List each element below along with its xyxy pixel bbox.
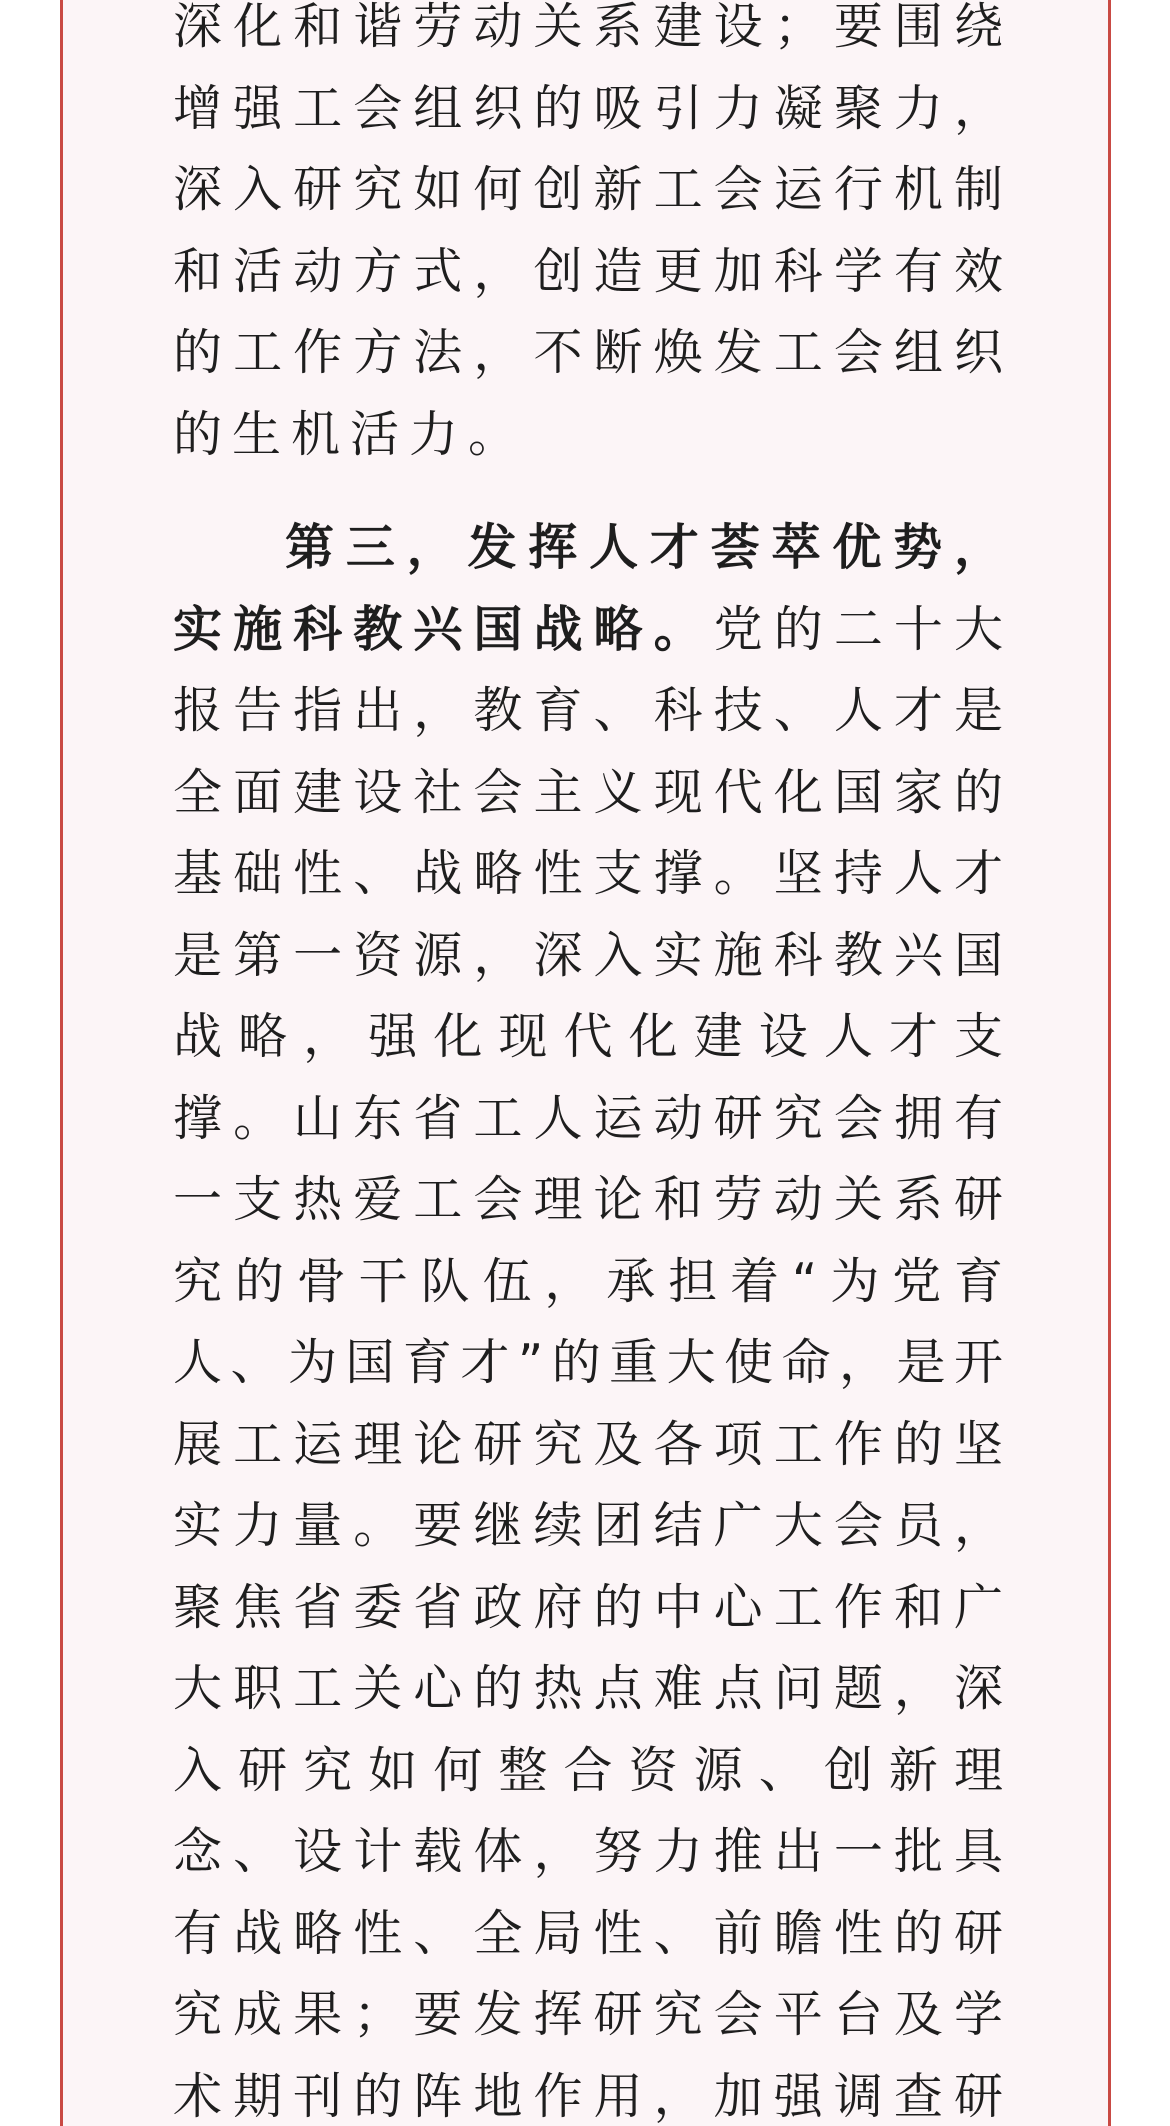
text-line: 一支热爱工会理论和劳动关系研 — [173, 1171, 1003, 1228]
text-line: 基础性、战略性支撑。坚持人才 — [173, 845, 1003, 902]
text-segment: 党的二十大 — [713, 600, 1003, 658]
section-heading: 第三，发挥人才荟萃优势， — [285, 519, 1003, 576]
text-line: 大职工关心的热点难点问题，深 — [173, 1660, 1003, 1717]
paragraph-gap — [173, 475, 1003, 507]
paragraph-2 — [173, 507, 1003, 2126]
text-line: 深化和谐劳动关系建设；要围绕 — [173, 0, 1003, 55]
text-line: 撑。山东省工人运动研究会拥有 — [173, 1089, 1003, 1147]
paragraph-1 — [173, 0, 1003, 475]
text-line: 报告指出，教育、科技、人才是 — [173, 682, 1003, 739]
text-line: 究成果；要发挥研究会平台及学 — [173, 1986, 1003, 2043]
text-line — [173, 589, 1003, 671]
text-line: 术期刊的阵地作用，加强调查研 — [173, 2067, 1003, 2125]
text-line: 的生机活力。 — [173, 405, 528, 463]
article-body — [173, 0, 1003, 2126]
text-line: 聚焦省委省政府的中心工作和广 — [173, 1578, 1003, 1636]
text-line: 念、设计载体，努力推出一批具 — [173, 1823, 1003, 1880]
text-line: 和活动方式，创造更加科学有效 — [173, 242, 1003, 300]
text-line: 有战略性、全局性、前瞻性的研 — [173, 1904, 1003, 1962]
text-line: 增强工会组织的吸引力凝聚力， — [173, 79, 1003, 137]
text-line: 入研究如何整合资源、创新理 — [173, 1741, 1003, 1799]
text-line: 人、为国育才”的重大使命，是开 — [173, 1334, 1003, 1391]
text-line: 全面建设社会主义现代化国家的 — [173, 763, 1003, 821]
text-line: 的工作方法，不断焕发工会组织 — [173, 324, 1003, 381]
text-line: 究的骨干队伍，承担着“为党育 — [173, 1252, 1003, 1310]
section-heading-continued: 实施科教兴国战略。 — [173, 600, 714, 658]
text-line: 深入研究如何创新工会运行机制 — [173, 161, 1003, 218]
text-line: 是第一资源，深入实施科教兴国 — [173, 926, 1003, 984]
text-line: 实力量。要继续团结广大会员， — [173, 1497, 1003, 1554]
text-line: 战略，强化现代化建设人才支 — [173, 1008, 1003, 1065]
text-line: 展工运理论研究及各项工作的坚 — [173, 1415, 1003, 1473]
